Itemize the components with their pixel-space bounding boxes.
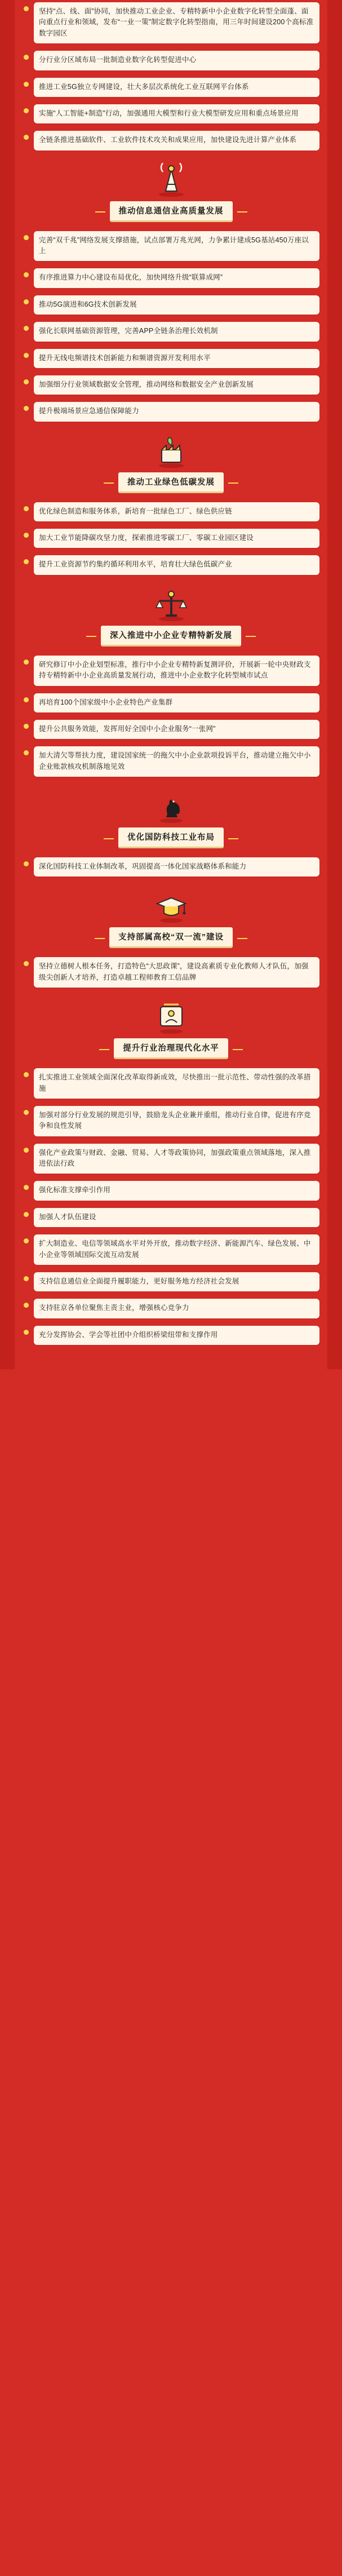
list-item [23,131,319,150]
section-title: 支持部属高校“双一流”建设 [109,927,233,948]
bullet-dot-icon [24,1185,29,1190]
bullet-dot-icon [24,1110,29,1115]
bullet-group-8 [23,857,319,877]
list-item [23,375,319,395]
bullet-dot-icon [24,1303,29,1308]
document-page [15,0,327,1345]
list-item [23,51,319,70]
bullet-dot-icon [24,861,29,866]
list-item [23,1144,319,1174]
list-item-text: 深化国防科技工业体制改革，巩固提高一体化国家战略体系和能力 [34,857,319,877]
list-item-text: 全链条推进基础软件、工业软件技术攻关和成果应用，加快建设先进计算产业体系 [34,131,319,150]
list-item-text: 提升工业资源节约集约循环利用水平，培育壮大绿色低碳产业 [34,555,319,574]
chess-knight-icon [150,789,192,824]
bullet-dot-icon [24,724,29,729]
section-header-governance [23,1000,319,1059]
list-item-text: 再培育100个国家级中小企业特色产业集群 [34,693,319,712]
section-header-defense-industry [23,789,319,848]
list-item [23,957,319,988]
list-item [23,555,319,574]
section-title: 优化国防科技工业布局 [118,827,224,848]
network-tower-icon [150,163,192,198]
list-item [23,1208,319,1227]
right-decorative-stripe [327,0,342,1369]
list-item [23,295,319,315]
bullet-dot-icon [24,750,29,755]
list-item [23,1299,319,1318]
bullet-dot-icon [24,961,29,966]
list-item-text: 强化长联网基础资源管理，完善APP全链条治理长效机制 [34,322,319,341]
list-item [23,1068,319,1099]
list-item-text: 实施“人工智能+制造”行动，加强通用大模型和行业大模型研发应用和重点场景应用 [34,104,319,123]
bullet-dot-icon [24,353,29,358]
list-item-text: 强化产业政策与财政、金融、贸易、人才等政策协同，加强政策重点领域落地，深入推进依法行政 [34,1144,319,1174]
bullet-dot-icon [24,1238,29,1243]
bullet-dot-icon [24,55,29,60]
list-item-text: 强化标准支撑牵引作用 [34,1181,319,1200]
bullet-dot-icon [24,559,29,564]
list-item [23,231,319,262]
section-header-sme-development [23,587,319,647]
section-header-info-communication [23,163,319,222]
bullet-dot-icon [24,6,29,11]
list-item-text: 加大清欠等帮扶力度，建设国家统一的拖欠中小企业款项投诉平台，推动建立拖欠中小企业账款核攻机制落地见效 [34,746,319,777]
list-item [23,104,319,123]
list-item [23,857,319,877]
list-item [23,502,319,521]
list-item [23,322,319,341]
bullet-dot-icon [24,299,29,304]
list-item-text: 加强对部分行业发展的规范引导，鼓励龙头企业兼并重组，推动行业自律，促进有序竞争和良性发展 [34,1106,319,1136]
list-item [23,349,319,368]
list-item-text: 支持驻京各单位聚焦主责主业，增强核心竞争力 [34,1299,319,1318]
list-item [23,1272,319,1291]
graduation-cap-icon [150,889,192,924]
bullet-group-12 [23,1068,319,1345]
bullet-dot-icon [24,506,29,511]
bullet-dot-icon [24,1148,29,1153]
bullet-dot-icon [24,272,29,277]
bullet-dot-icon [24,326,29,331]
list-item [23,1106,319,1136]
section-title: 深入推进中小企业专精特新发展 [101,626,241,647]
section-title: 推动工业绿色低碳发展 [118,472,224,493]
bullet-dot-icon [24,135,29,140]
bullet-dot-icon [24,533,29,538]
bullet-dot-icon [24,379,29,384]
governance-badge-icon [150,1000,192,1035]
list-item-text: 完善“双千兆”网络发展支撑措施，试点部署万兆光网，力争累计建成5G基站450万座以上 [34,231,319,262]
bullet-group-6 [23,656,319,777]
list-item [23,402,319,421]
list-item-text: 扩大制造业、电信等领域高水平对外开放，推动数字经济、新能源汽车、绿色发展、中小企业等领域国际交流互动发展 [34,1234,319,1265]
list-item-text: 充分发挥协会、学会等社团中介组织桥梁纽带和支撑作用 [34,1326,319,1345]
bullet-group-4 [23,502,319,575]
green-factory-icon [150,434,192,469]
list-item [23,529,319,548]
bullet-dot-icon [24,108,29,113]
list-item-text: 支持信息通信业全面提升履职能力，更好服务地方经济社会发展 [34,1272,319,1291]
bullet-dot-icon [24,1072,29,1077]
section-header-green-development [23,434,319,493]
list-item-text: 研究修订中小企业划型标准，推行中小企业专精特新复测评价，开展新一轮中央财政支持专精特新中小企业高质量发展行动，推进中小企业数字化转型城市试点 [34,656,319,686]
list-item-text: 提升无线电频谱技术创新能力和频谱资源开发利用水平 [34,349,319,368]
list-item-text: 分行业分区域布局一批制造业数字化转型促进中心 [34,51,319,70]
list-item-text: 提升极端场景应急通信保障能力 [34,402,319,421]
list-item [23,656,319,686]
bullet-dot-icon [24,406,29,411]
balance-people-icon [150,587,192,622]
bullet-dot-icon [24,1276,29,1281]
list-item-text: 提升公共服务效能，发挥用好全国中小企业服务“一张网” [34,720,319,739]
list-item-text: 坚持立德树人根本任务，打造特色“大思政课”，建设高素质专业化教师人才队伍，加强级尖创新人才培养，打造卓越工程师教育工信品牌 [34,957,319,988]
bullet-dot-icon [24,235,29,240]
section-title: 推动信息通信业高质量发展 [110,201,233,222]
list-item-text: 加强细分行业领域数据安全管理，推动网络和数据安全产业创新发展 [34,375,319,395]
list-item [23,746,319,777]
list-item-text: 坚持“点、线、面”协同，加快推动工业企业、专精特新中小企业数字化转型全面蓬、面向重点行业和领域，发布“一业一策”制定数字化转型指南，用三年时间建设200个高标准数字园区 [34,2,319,43]
list-item [23,693,319,712]
list-item [23,1181,319,1200]
section-header-university-support [23,889,319,948]
bullet-dot-icon [24,1330,29,1335]
bullet-dot-icon [24,697,29,702]
bullet-group-0 [23,2,319,151]
list-item-text: 推动5G演进和6G技术创新发展 [34,295,319,315]
list-item-text: 有序推进算力中心建设布局优化，加快网络升级“联算成网” [34,268,319,287]
list-item-text: 加大工业节能降碳攻坚力度，探索推进零碳工厂、零碳工业园区建设 [34,529,319,548]
bullet-dot-icon [24,82,29,87]
bullet-dot-icon [24,1212,29,1217]
section-title: 提升行业治理现代化水平 [114,1038,228,1059]
left-decorative-stripe [0,0,15,1369]
list-item [23,1234,319,1265]
list-item [23,1326,319,1345]
list-item [23,720,319,739]
bullet-group-10 [23,957,319,988]
list-item [23,78,319,97]
bullet-group-2 [23,231,319,422]
list-item-text: 加强人才队伍建设 [34,1208,319,1227]
list-item-text: 优化绿色制造和服务体系，新培育一批绿色工厂、绿色供应链 [34,502,319,521]
list-item-text: 推进工业5G独立专网建设，壮大多层次系统化工业互联网平台体系 [34,78,319,97]
list-item [23,268,319,287]
list-item [23,2,319,43]
bullet-dot-icon [24,660,29,665]
list-item-text: 扎实推进工业领域全面深化改革取得新成效，尽快推出一批示范性、带动性强的改革措施 [34,1068,319,1099]
